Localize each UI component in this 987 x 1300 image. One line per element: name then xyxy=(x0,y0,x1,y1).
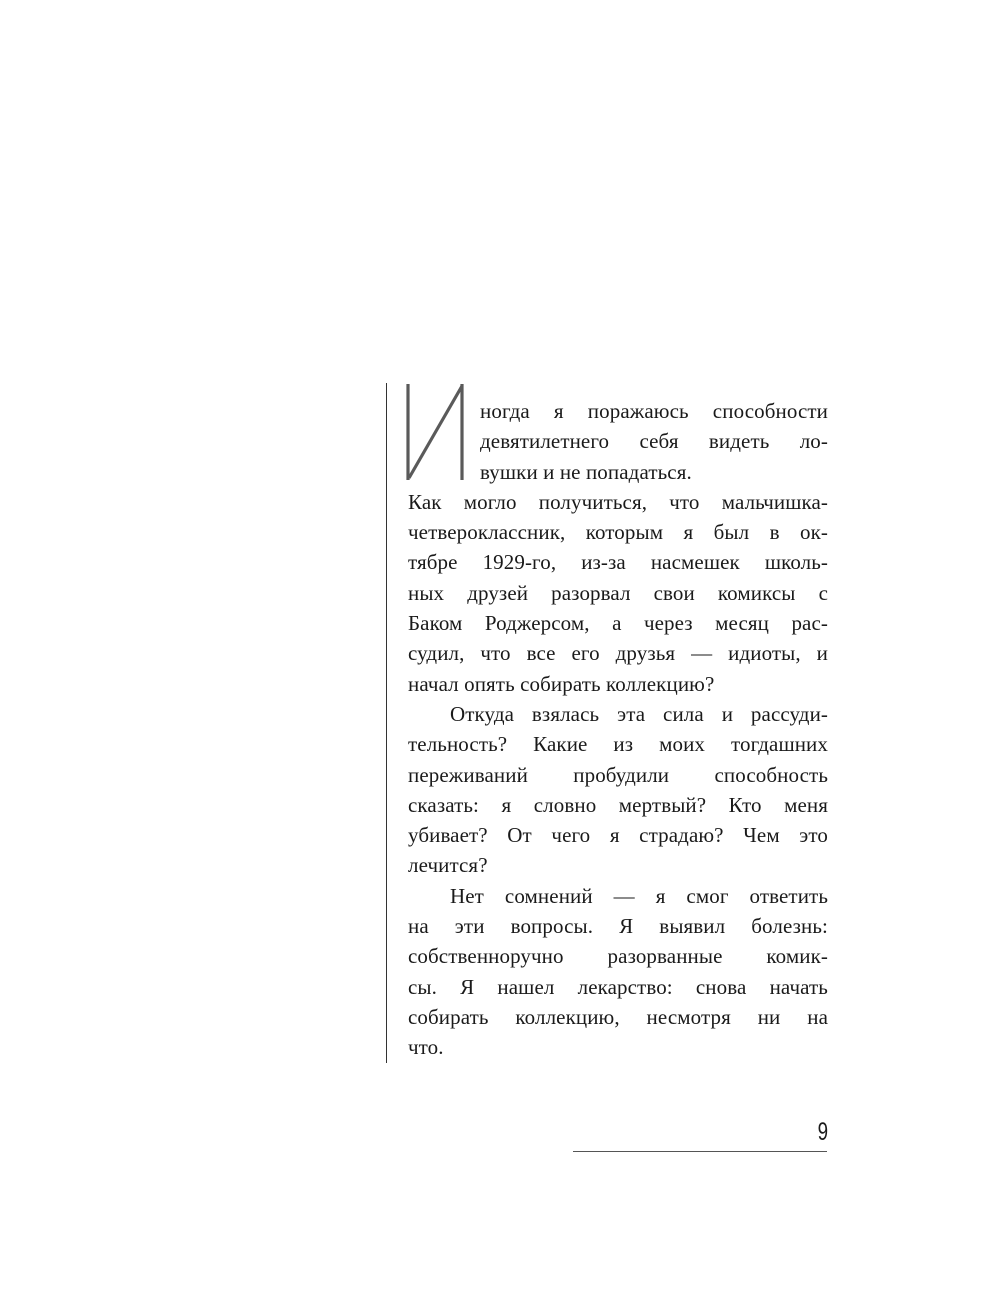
text-line: на эти вопросы. Я выявил болезнь: xyxy=(408,914,828,939)
margin-rule xyxy=(386,383,387,1063)
text-line: начал опять собирать коллекцию? xyxy=(408,671,715,696)
page-number: 9 xyxy=(817,1118,828,1146)
text-line: судил, что все его друзья — идиоты, и xyxy=(408,641,828,666)
text-line: Откуда взялась эта сила и рассуди- xyxy=(450,701,828,726)
text-line: тельность? Какие из моих тогдашних xyxy=(408,732,828,757)
text-line: тябре 1929-го, из-за насмешек школь- xyxy=(408,550,828,575)
text-line: ных друзей разорвал свои комиксы с xyxy=(408,580,828,605)
text-line: ногда я поражаюсь способности xyxy=(480,399,828,423)
footer-rule xyxy=(573,1151,827,1152)
text-line: четвероклассник, которым я был в ок- xyxy=(408,520,828,545)
body-text xyxy=(408,396,828,1063)
text-line: девятилетнего себя видеть ло- xyxy=(480,429,828,454)
text-line: что. xyxy=(408,1035,444,1060)
text-line: вушки и не попадаться. xyxy=(480,459,692,484)
text-line: Баком Роджерсом, а через месяц рас- xyxy=(408,611,828,636)
text-line: лечится? xyxy=(408,853,488,878)
text-line: Как могло получиться, что мальчишка- xyxy=(408,489,828,514)
text-line: собирать коллекцию, несмотря ни на xyxy=(408,1004,828,1029)
text-line: переживаний пробудили способность xyxy=(408,762,828,787)
text-line: собственноручно разорванные комик- xyxy=(408,944,828,969)
text-line: сы. Я нашел лекарство: снова начать xyxy=(408,974,828,999)
text-line: Нет сомнений — я смог ответить xyxy=(450,883,828,908)
text-line: сказать: я словно мертвый? Кто меня xyxy=(408,792,828,817)
text-line: убивает? От чего я страдаю? Чем это xyxy=(408,823,828,848)
